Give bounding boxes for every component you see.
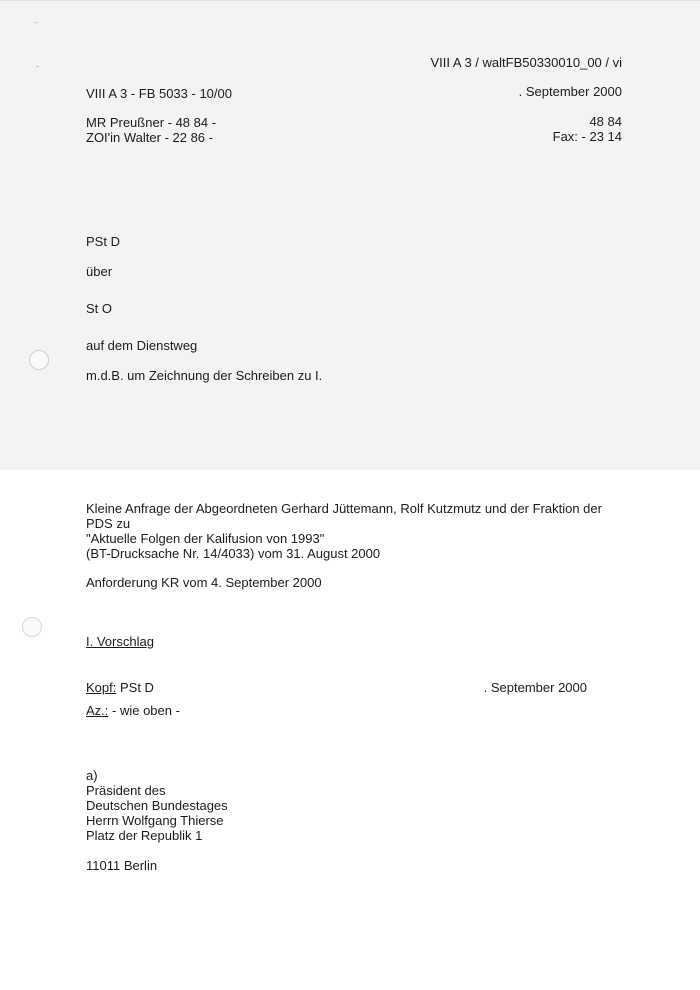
punch-hole (22, 617, 42, 637)
document-reference: VIII A 3 - FB 5033 - 10/00 (86, 86, 232, 101)
routing-via: über (86, 264, 113, 279)
routing-recipient: PSt D (86, 234, 120, 249)
address-line-1: Präsident des (86, 783, 166, 798)
routing-via-recipient: St O (86, 301, 113, 316)
address-line-2: Deutschen Bundestages (86, 798, 228, 813)
contact-preussner: MR Preußner - 48 84 - (86, 115, 217, 130)
fax-number: Fax: - 23 14 (552, 129, 622, 144)
contact-walter: ZOI'in Walter - 22 86 - (86, 130, 213, 145)
kopf-line (86, 680, 154, 695)
subject-line-4: (BT-Drucksache Nr. 14/4033) vom 31. August 2000 (86, 546, 381, 561)
subject-line-3: "Aktuelle Folgen der Kalifusion von 1993" (86, 531, 325, 546)
address-city: 11011 Berlin (86, 858, 158, 873)
proposal-heading: I. Vorschlag (86, 634, 154, 649)
scan-top-edge (0, 0, 700, 1)
scan-speck (36, 66, 39, 67)
scan-speck (34, 22, 37, 23)
request-reference: Anforderung KR vom 4. September 2000 (86, 575, 322, 590)
proposal-date: . September 2000 (483, 680, 587, 695)
punch-hole (29, 350, 49, 370)
address-line-3: Herrn Wolfgang Thierse (86, 813, 224, 828)
address-line-4: Platz der Republik 1 (86, 828, 203, 843)
kopf-label: Kopf: (86, 680, 117, 695)
address-block (86, 768, 228, 843)
kopf-value: PSt D (116, 680, 154, 695)
routing-request: m.d.B. um Zeichnung der Schreiben zu I. (86, 368, 323, 383)
address-item: a) (86, 768, 98, 783)
az-label: Az.: (86, 703, 109, 718)
az-value: - wie oben - (108, 703, 180, 718)
az-line (86, 703, 180, 718)
subject-block (86, 501, 602, 561)
file-reference: VIII A 3 / waltFB50330010_00 / vi (430, 55, 622, 70)
routing-path: auf dem Dienstweg (86, 338, 198, 353)
phone-number: 48 84 (589, 114, 622, 129)
header-date: . September 2000 (518, 84, 622, 99)
subject-line-2: PDS zu (86, 516, 131, 531)
subject-line-1: Kleine Anfrage der Abgeordneten Gerhard Jüttemann, Rolf Kutzmutz und der Fraktion der (86, 501, 602, 516)
